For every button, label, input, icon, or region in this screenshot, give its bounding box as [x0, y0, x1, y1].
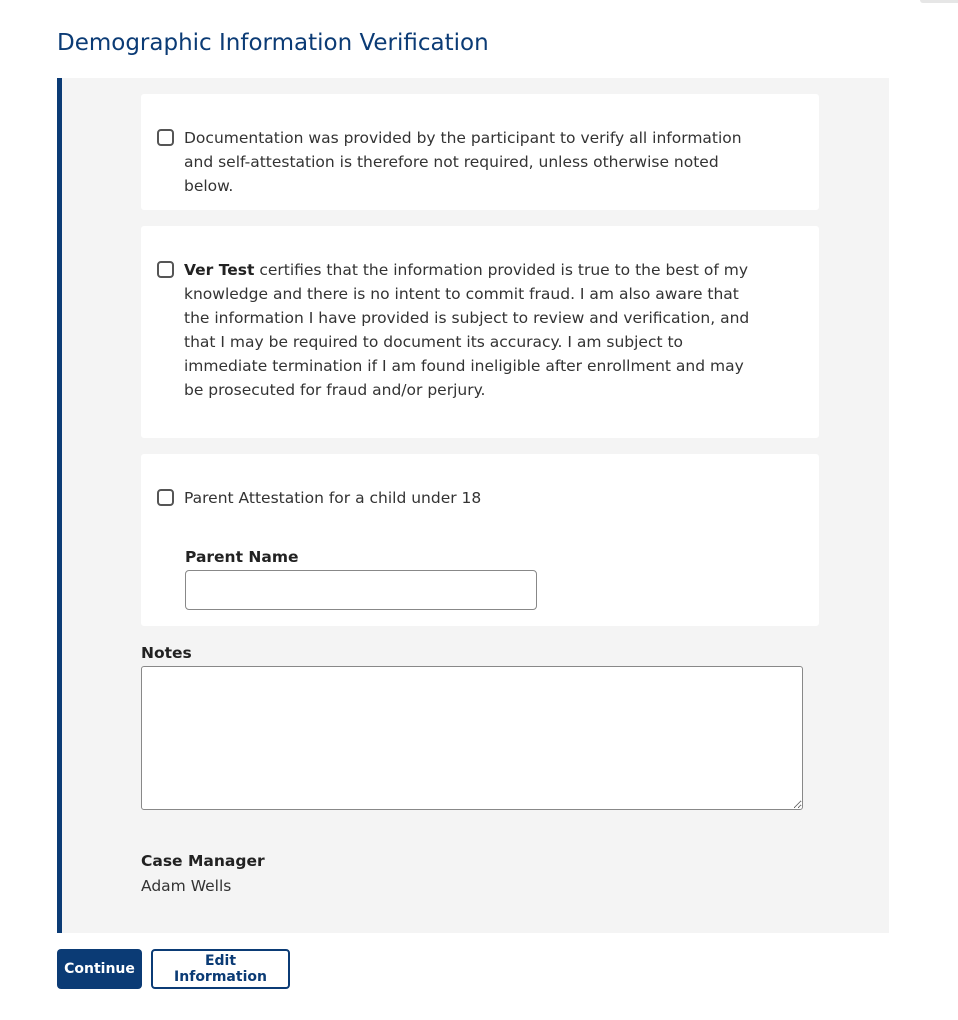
- case-manager-label: Case Manager: [141, 852, 265, 870]
- parent-attestation-checkbox[interactable]: [157, 489, 174, 506]
- parent-name-label: Parent Name: [185, 548, 299, 566]
- documentation-card: [141, 94, 819, 210]
- continue-button[interactable]: Continue: [57, 949, 142, 989]
- page-title: Demographic Information Verification: [57, 30, 489, 56]
- parent-attestation-card: [141, 454, 819, 626]
- window-corner: [920, 0, 958, 3]
- notes-textarea[interactable]: [141, 666, 803, 810]
- participant-name: Ver Test: [184, 261, 255, 279]
- parent-name-input[interactable]: [185, 570, 537, 610]
- certification-label: certifies that the information provided is true to the best of my knowledge and there is no intent to commit fraud. I am also aware that the information I have provided is subject to review and verification, and that I may be required to document its accuracy. I am subject to immediate termination if I am found ineligible after enrollment and may be prosecuted for fraud and/or perjury.: [184, 261, 750, 399]
- certification-text: [184, 258, 759, 402]
- certification-card: [141, 226, 819, 438]
- case-manager-value: Adam Wells: [141, 877, 232, 895]
- documentation-check-row[interactable]: [157, 126, 759, 198]
- certification-check-row[interactable]: [157, 258, 759, 402]
- parent-check-row[interactable]: [157, 486, 481, 510]
- edit-information-button[interactable]: Edit Information: [151, 949, 290, 989]
- verification-panel: [57, 78, 889, 933]
- documentation-checkbox[interactable]: [157, 129, 174, 146]
- parent-attestation-label: Parent Attestation for a child under 18: [184, 489, 482, 507]
- documentation-label: Documentation was provided by the participant to verify all information and self-attestation is therefore not required, unless otherwise noted below.: [184, 129, 742, 195]
- certification-checkbox[interactable]: [157, 261, 174, 278]
- notes-label: Notes: [141, 644, 192, 662]
